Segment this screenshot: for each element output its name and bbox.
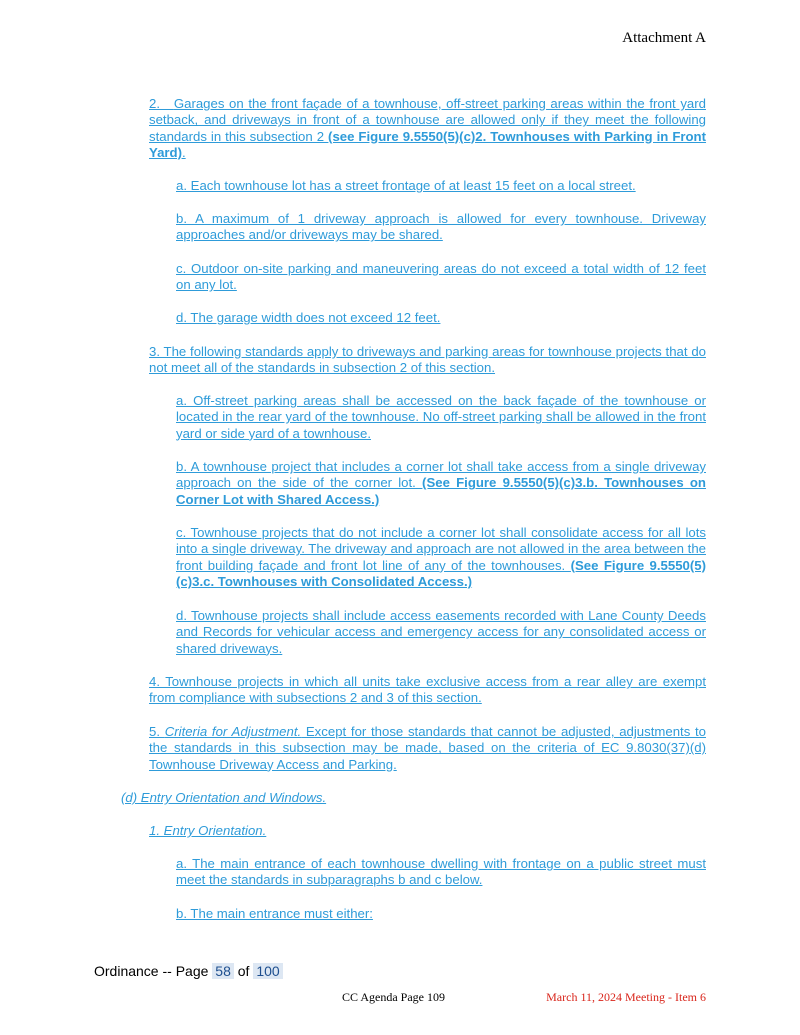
paragraph-2 [149, 96, 706, 161]
figure-reference-2: (see Figure 9.5550(5)(c)2. Townhouses with Parking in Front Yard) [149, 128, 707, 160]
paragraph-3: 3. The following standards apply to driveways and parking areas for townhouse projects that do not meet all of the standards in subsection 2 of this section. [149, 344, 706, 376]
paragraph-d1b: b. The main entrance must either: [176, 906, 373, 921]
paragraph-4: 4. Townhouse projects in which all units take exclusive access from a rear alley are exempt from compliance with subsections 2 and 3 of this section. [149, 674, 706, 706]
paragraph-3c [176, 525, 706, 590]
paragraph-3c-text: c. Townhouse projects that do not include a corner lot shall consolidate access for all lots into a single driveway. The driveway and approach are not allowed in the area between the front building façade and front lot line of any of the townhouses. [176, 525, 706, 573]
page-total: 100 [253, 963, 282, 979]
paragraph-2d: d. The garage width does not exceed 12 feet. [176, 310, 441, 325]
paragraph-2c: c. Outdoor on-site parking and maneuvering areas do not exceed a total width of 12 feet on any lot. [176, 261, 706, 293]
agenda-page-label: CC Agenda Page 109 [342, 990, 445, 1004]
section-d-heading: (d) Entry Orientation and Windows. [121, 790, 327, 805]
figure-reference-3b: (See Figure 9.5550(5)(c)3.b. Townhouses on Corner Lot with Shared Access.) [176, 475, 706, 507]
paragraph-3d: d. Townhouse projects shall include access easements recorded with Lane County Deeds and Records for vehicular access and emergency access for any consolidated access or shared driveways. [176, 608, 706, 656]
paragraph-2-end: . [181, 144, 186, 160]
ordinance-label: Ordinance -- Page [94, 963, 209, 979]
figure-reference-3c: (See Figure 9.5550(5)(c)3.c. Townhouses with Consolidated Access.) [176, 557, 706, 589]
meeting-label: March 11, 2024 Meeting - Item 6 [546, 990, 706, 1004]
of-label: of [237, 963, 250, 979]
paragraph-5-number: 5. [149, 724, 165, 739]
paragraph-3b-text: b. A townhouse project that includes a corner lot shall take access from a single driveway approach on the side of the corner lot. [176, 459, 706, 491]
paragraph-2a: a. Each townhouse lot has a street frontage of at least 15 feet on a local street. [176, 178, 636, 193]
ordinance-page-footer [94, 963, 283, 979]
paragraph-d1a: a. The main entrance of each townhouse dwelling with frontage on a public street must meet the standards in subparagraphs b and c below. [176, 856, 706, 888]
entry-orientation-heading: 1. Entry Orientation. [149, 823, 267, 838]
paragraph-3a: a. Off-street parking areas shall be accessed on the back façade of the townhouse or located in the rear yard of the townhouse. No off-street parking shall be allowed in the front yard or side yard of a townhouse. [176, 393, 706, 441]
paragraph-3b [176, 459, 706, 508]
criteria-heading: Criteria for Adjustment. [164, 724, 302, 739]
paragraph-2-number: 2. [149, 96, 160, 111]
paragraph-5-text: Except for those standards that cannot be adjusted, adjustments to the standards in this subsection may be made, based on the criteria of EC 9.8030(37)(d) Townhouse Driveway Access and Parking. [149, 724, 706, 772]
paragraph-5 [149, 724, 706, 773]
attachment-label: Attachment A [622, 30, 706, 46]
paragraph-2b: b. A maximum of 1 driveway approach is allowed for every townhouse. Driveway approaches and/or driveways may be shared. [176, 211, 706, 243]
paragraph-2-text: Garages on the front façade of a townhouse, off-street parking areas within the front yard setback, and driveways in front of a townhouse are allowed only if they meet the following standards in this subsection 2 [149, 96, 706, 144]
page-number: 58 [212, 963, 234, 979]
